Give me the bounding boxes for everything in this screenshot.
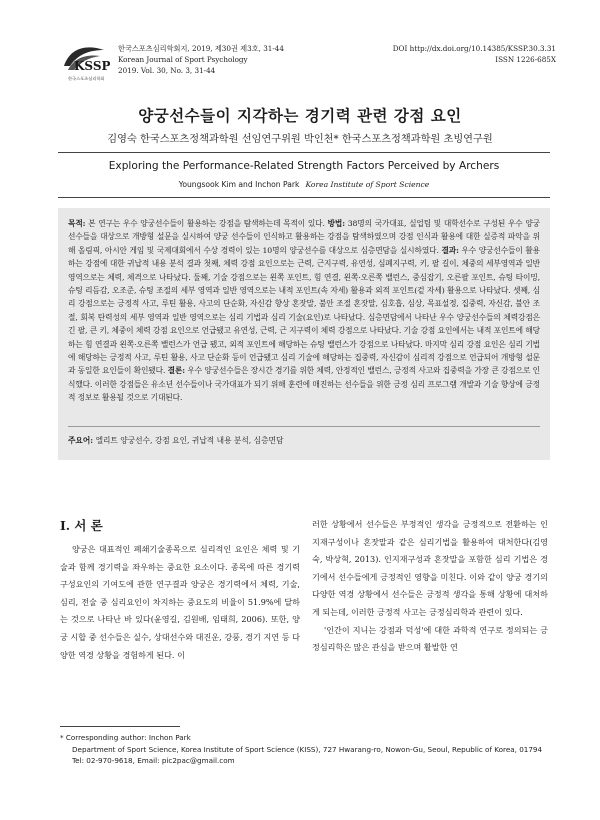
abstract-text bbox=[68, 217, 540, 405]
footnote-contact: Tel: 02-970-9618, Email: pic2pac@gmail.com bbox=[72, 756, 235, 766]
english-authors bbox=[58, 180, 550, 189]
abstract-box bbox=[58, 208, 550, 460]
kssp-logo-icon bbox=[60, 40, 110, 82]
english-title: Exploring the Performance-Related Strength Factors Perceived by Archers bbox=[108, 160, 500, 172]
journal-info bbox=[118, 43, 284, 76]
english-author-names: Youngsook Kim and Inchon Park bbox=[178, 180, 300, 189]
english-title-block bbox=[58, 152, 550, 198]
abstract-conclusion: 우수 양궁선수들은 장시간 경기를 위한 체력, 안정적인 밸런스, 긍정적 사고와 집중력을 가장 큰 강점으로 인식했다. 이러한 강점들은 유소년 선수들이나 국가대표가 되기 위해 훈련에 매진하는 선수들을 위한 긍정 심리 프로그램 개발과 기술 향상에 긍정적 정보로 활용될 것으로 기대된다. bbox=[68, 366, 540, 403]
doi-info bbox=[393, 43, 556, 65]
kssp-logo bbox=[60, 40, 110, 82]
abstract-conclusion-label: 결론: bbox=[167, 366, 186, 376]
footnote bbox=[60, 732, 550, 767]
paper-title: 양궁선수들이 지각하는 경기력 관련 강점 요인 bbox=[138, 106, 462, 125]
keywords-divider bbox=[68, 426, 540, 427]
abstract-purpose-label: 목적: bbox=[68, 219, 86, 228]
footnote-rule bbox=[60, 726, 180, 727]
body-right-column bbox=[312, 516, 548, 657]
doi-link[interactable]: DOI http://dx.doi.org/10.14385/KSSP.30.3.31 bbox=[392, 44, 556, 53]
logo-text: KSSP bbox=[74, 59, 110, 73]
journal-title-en: Korean Journal of Sport Psychology bbox=[118, 55, 248, 64]
keywords: 엘리트 양궁선수, 강점 요인, 귀납적 내용 분석, 심층면담 bbox=[93, 436, 284, 445]
section-heading-introduction: Ⅰ. 서 론 bbox=[60, 518, 103, 533]
footnote-corresponding: * Corresponding author: Inchon Park bbox=[60, 733, 191, 742]
body-paragraph: 러한 상황에서 선수들은 부정적인 생각을 긍정적으로 전환하는 인지재구성이나 혼잣말과 같은 심리기법을 활용하여 대처한다(김영숙, 박상혁, 2013). 인지재구성과 혼잣말을 포함한 심리 기법은 경기에서 선수들에게 긍정적인 영향을 미친다. 이와 같이 양궁 경기의 다양한 역경 상황에서 선수들은 긍정적 생각을 통해 상황에 대처하게 되는데, 이러한 긍정적 사고는 긍정심리학과 관련이 있다. bbox=[312, 519, 548, 617]
footnote-address: Department of Sport Science, Korea Institute of Sport Science (KISS), 727 Hwarang-ro, Nowon-Gu, Seoul, Republic of Korea, 01794 bbox=[72, 744, 543, 754]
paper-authors: 김영숙 한국스포츠정책과학원 선임연구위원 박인천* 한국스포츠정책과학원 초빙연구원 bbox=[107, 134, 493, 145]
abstract-purpose: 본 연구는 우수 양궁선수들이 활용하는 강점을 탐색하는데 목적이 있다. bbox=[85, 219, 328, 228]
issn: ISSN 1226-685X bbox=[495, 55, 556, 64]
abstract-result: 우수 양궁선수들이 활용하는 강점에 대한 귀납적 내용 분석 결과 첫째, 체력 강점 요인으로는 근력, 근지구력, 유연성, 심폐지구력, 키, 팔 길이, 체중의 세부영역과 일반 영역으로는 체력, 체격으로 나타났다. 둘째, 기술 강점으로는 왼쪽 포인트, 힘 연결, 왼쪽·오른쪽 밸런스, 중심잡기, 오른팔 포인트, 슈팅 타이밍, 슈팅 리듬감, 오조준, 슈팅 조절의 세부 영역과 일반 영역으로는 내적 포인트(속 자세) 활용과 외적 포인트(겉 자세) 활용으로 나타났다. 셋째, 심리 강점으로는 긍정적 사고, 루틴 활용, 사고의 단순화, 자신감 향상 혼잣말, 불안 조절 혼잣말, 심호흡, 심상, 목표설정, 집중력, 자신감, 불안 조절, 회복 탄력성의 세부 영역과 일반 영역으로는 심리 기법과 심리 기술(요인)로 나타났다. 심층면담에서 나타난 우수 양궁선수들의 체력강점은 긴 팔, 큰 키, 체중이 체력 강점 요인으로 언급됐고 유연성, 근력, 근 지구력이 체력 강점으로 나타났다. 기술 강점 요인에서는 내적 포인트에 해당하는 힘 연결과 왼쪽·오른쪽 밸런스가 언급 됐고, 외적 포인트에 해당하는 슈팅 밸런스가 강점으로 나타났다. 마지막 심리 강점 요인은 심리 기법에 해당하는 긍정적 사고, 루틴 활용, 사고 단순화 등이 언급됐고 심리 기술에 해당하는 집중력, 자신감이 심리적 강점으로 언급되어 개방형 설문과 동일한 요인들이 확인됐다. bbox=[68, 245, 540, 376]
journal-volume: 2019. Vol. 30, No. 3, 31-44 bbox=[118, 66, 216, 75]
keywords-label: 주요어: bbox=[68, 436, 94, 445]
abstract-method: 38명의 국가대표, 실업팀 및 대학선수로 구성된 우수 양궁선수들을 대상으로 개방형 설문을 실시하여 양궁 선수들이 인식하고 활용하는 강점을 탐색하였으며 강점 인식과 활용에 대한 실증적 파악을 위해 올림픽, 아시안 게임 및 국제대회에서 수상 경력이 있는 10명의 양궁선수를 대상으로 심층면담을 실시하였다. bbox=[68, 219, 540, 255]
abstract-method-label: 방법: bbox=[327, 219, 345, 228]
abstract-result-label: 결과: bbox=[441, 245, 459, 255]
english-affiliation: Korea Institute of Sport Science bbox=[305, 180, 430, 189]
body-paragraph: '인간이 지니는 강점과 덕성'에 대한 과학적 연구로 정의되는 긍정심리학은 많은 관심을 받으며 활발한 연 bbox=[312, 624, 548, 653]
body-left-column: 양궁은 대표적인 폐쇄기술종목으로 심리적인 요인은 체력 및 기술과 함께 경기력을 좌우하는 중요한 요소이다. 종목에 따른 경기력 구성요인의 기여도에 관한 연구결과 양궁은 경기력에서 체력, 기술, 심리, 전술 중 심리요인이 차지하는 중요도의 비율이 51.9%에 달하는 것으로 나타난 바 있다(윤영길, 김원배, 임태희, 2006). 또한, 양궁 시합 중 선수들은 실수, 상대선수와 대진운, 강풍, 경기 지연 등 다양한 역경 상황을 경험하게 된다. 이 bbox=[60, 544, 300, 660]
keywords-line bbox=[68, 435, 540, 446]
journal-title-ko: 한국스포츠심리학회지, 2019, 제30권 제3호, 31-44 bbox=[118, 44, 284, 53]
logo-subtext: 한국스포츠심리학회 bbox=[68, 76, 105, 81]
